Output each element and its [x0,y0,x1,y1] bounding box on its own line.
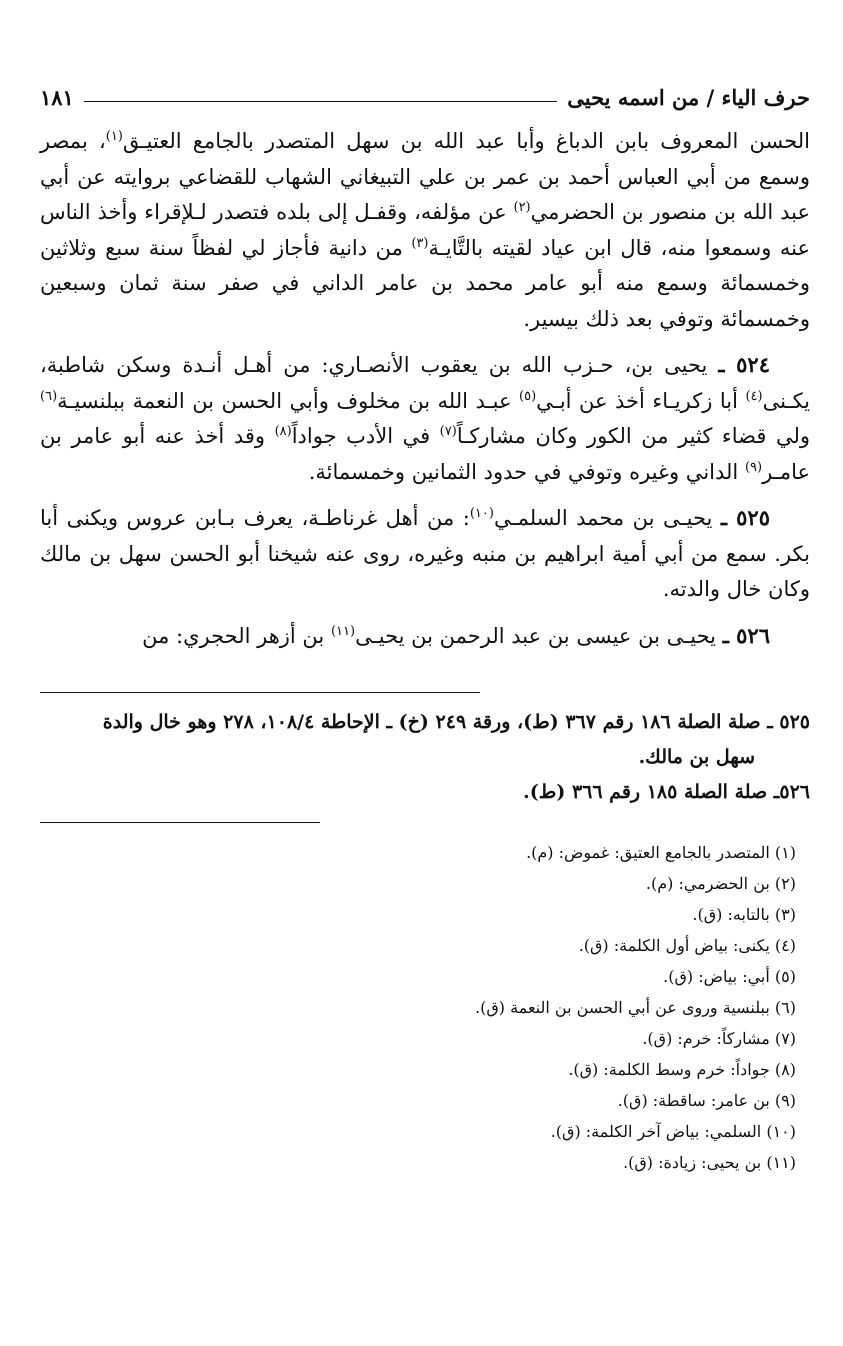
text-run: في الأدب جواداً [291,424,440,448]
footnotes-rule [40,822,320,823]
entry-526 [40,618,810,655]
entry-number: ٥٢٤ ـ [718,352,770,377]
footnote-ref: (٨) [274,424,292,439]
text-run: الحسن المعروف بابن الدباغ وأبا عبد الله بن سهل المتصدر بالجامع العتيـق [122,129,810,153]
source-line: ٥٢٥ ـ صلة الصلة ١٨٦ رقم ٣٦٧ (ط)، ورقة ٢٤٩ (خ) ـ الإحاطة ١٠٨/٤، ٢٧٨ وهو خال والدة [102,711,810,733]
entry-number: ٥٢٦ ـ [722,622,770,648]
text-run: عبـد الله بن مخلوف وأبي الحسن بن النعمة ببلنسيـة [57,388,520,413]
footnote-ref: (٧) [439,424,457,439]
footnote: (٣) بالتابه: (ق). [692,905,796,924]
text-run: أبا زكريـاء أخذ عن أبـي [536,388,746,413]
footnote: (١١) بن يحيى: زيادة: (ق). [623,1153,796,1172]
page-number: ١٨١ [40,85,74,110]
page-header [40,70,810,110]
footnote-ref: (٩) [744,459,763,475]
book-page [40,70,810,1178]
source-line: سهل بن مالك. [638,746,755,768]
footnote: (١) المتصدر بالجامع العتيق: غموض: (م). [526,843,796,862]
footnote-ref: (٢) [513,200,531,215]
footnote: (٩) بن عامر: ساقطة: (ق). [617,1091,796,1110]
entry-number: ٥٢٥ ـ [720,505,770,530]
footnote: (٦) ببلنسية وروى عن أبي الحسن بن النعمة (ق). [475,998,796,1017]
running-title: حرف الياء / من اسمه يحيى [567,85,810,110]
footnote-ref: (٥) [519,388,537,404]
sources-rule [40,692,480,693]
entry-524 [40,347,810,490]
text-run: من دانية فأجاز لي لفظاً سنة سبع وثلاثين وخمسمائة وسمع منه أبو عامر محمد بن عامر الداني في صفر سنة ثمان وسبعين وخمسمائة وتوفي بعد ذلك بيسير. [40,235,810,331]
sources-section [40,705,810,810]
footnote-ref: (٤) [745,388,763,404]
text-run: وقد أخذ عنه أبو عامر بن عامـر [40,424,810,484]
footnote: (١٠) السلمي: بياض آخر الكلمة: (ق). [550,1122,796,1141]
text-run: بن أزهر الحجري: من [142,623,331,648]
footnote: (٤) يكنى: بياض أول الكلمة: (ق). [578,936,796,955]
text-run: يحيى بن، حـزب الله بن يعقوب الأنصـاري: من أهـل أنـدة وسكن شاطبة، يكـنى [40,353,811,413]
footnote-ref: (٣) [411,235,429,251]
main-text [40,124,810,654]
text-run: ، بمصر وسمع من أبي العباس أحمد بن عمر بن علي التبيغاني الشهاب للقضاعي بروايته عن أبي عبد الله بن منصور بن الحضرمي [40,129,810,224]
footnote-ref: (١٠) [469,506,494,521]
paragraph-continuation [40,124,810,337]
footnote: (٢) بن الحضرمي: (م). [645,874,796,893]
text-run: الداني وغيره وتوفي في حدود الثمانين وخمسمائة. [308,459,745,484]
text-run: ولي قضاء كثير من الكور وكان مشاركـاً [456,424,810,448]
header-rule [84,101,557,102]
footnote: (٧) مشاركاً: خرم: (ق). [642,1029,796,1048]
footnote-ref: (٦) [40,388,58,404]
text-run: عن مؤلفه، وقفـل إلى بلده فتصدر لـلإقراء وأخذ الناس عنه وسمعوا منه، قال ابن عياد لقيته بالتَّايـة [40,200,810,260]
footnote-ref: (١) [105,129,123,144]
source-line: ٥٢٦ـ صلة الصلة ١٨٥ رقم ٣٦٦ (ط). [523,781,810,803]
footnote: (٥) أبي: بياض: (ق). [663,967,796,986]
text-run: : من أهل غرناطـة، يعرف بـابن عروس ويكنى أبا بكر. سمع من أبي أمية ابراهيم بن منبه وغيره، روى عنه شيخنا أبو الحسن سهل بن مالك وكان خال والدته. [40,506,810,601]
footnote-ref: (١١) [330,623,356,639]
entry-525 [40,500,810,608]
footnotes-section [40,837,810,1178]
text-run: يحيـى بن محمد السلمـي [493,506,721,530]
footnote: (٨) جواداً: خرم وسط الكلمة: (ق). [568,1060,796,1079]
text-run: يحيـى بن عيسى بن عبد الرحمن بن يحيـى [355,623,723,648]
